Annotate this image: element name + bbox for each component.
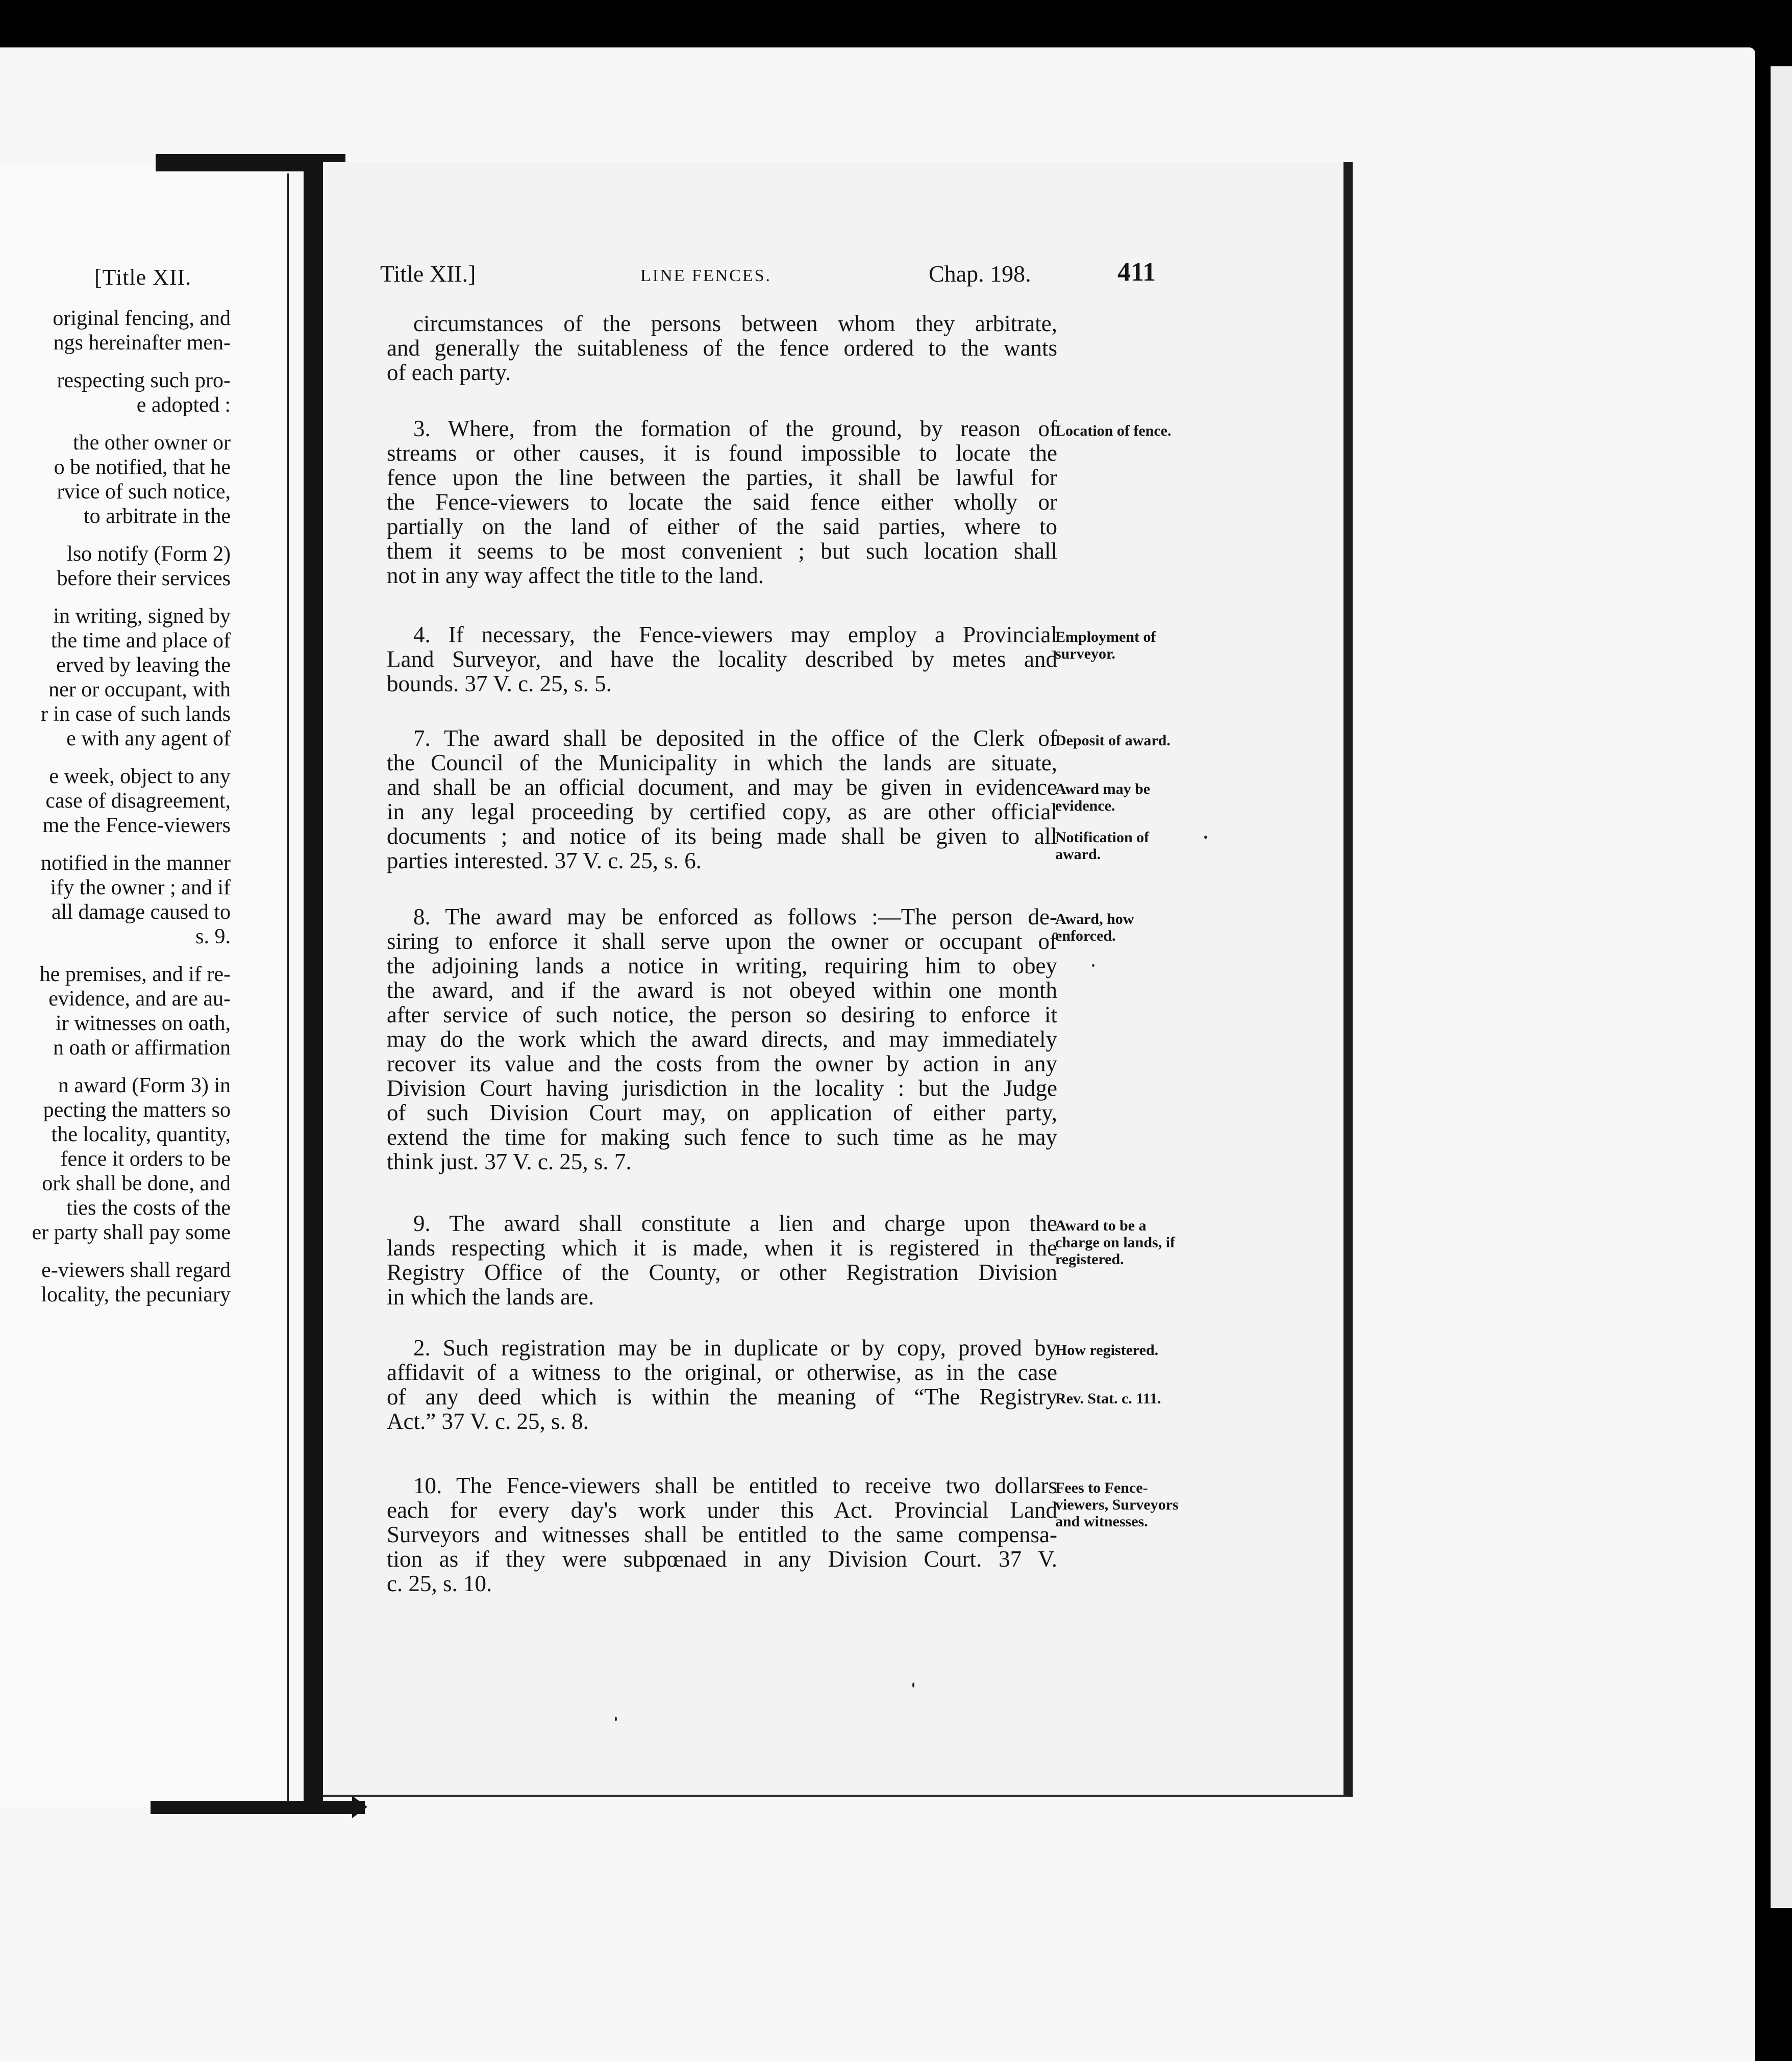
scan-speck — [1204, 836, 1207, 839]
body-line: circumstances of the persons between whom they arbitrate, — [413, 311, 1057, 336]
binding-bar — [304, 168, 323, 1811]
marginal-note: How registered. — [1055, 1342, 1159, 1359]
body-line: 10. The Fence-viewers shall be entitled to receive two dollars — [413, 1473, 1057, 1498]
left-page-line: the locality, quantity, — [51, 1123, 231, 1146]
body-line: lands respecting which it is made, when it is registered in the — [387, 1235, 1057, 1261]
body-line: 7. The award shall be deposited in the office of the Clerk of — [413, 725, 1057, 751]
left-page-line: rvice of such notice, — [57, 480, 231, 504]
body-line: and shall be an official document, and may be given in evidence — [387, 774, 1057, 800]
body-line: affidavit of a witness to the original, or otherwise, as in the case — [387, 1360, 1057, 1385]
body-line: 8. The award may be enforced as follows :—The person de- — [413, 904, 1057, 929]
body-line: Registry Office of the County, or other Registration Division — [387, 1260, 1057, 1285]
left-page-line: he premises, and if re- — [39, 963, 231, 986]
left-page-line: s. 9. — [195, 925, 231, 948]
left-page-line: notified in the manner — [40, 851, 231, 875]
binding-arrow-icon — [352, 1796, 367, 1818]
running-head-chapter: Chap. 198. — [929, 261, 1031, 287]
left-page-line: ner or occupant, with — [48, 678, 231, 701]
left-page-edge — [287, 173, 289, 1806]
body-line: Surveyors and witnesses shall be entitled to the same compensa- — [387, 1522, 1057, 1547]
left-page-line: locality, the pecuniary — [41, 1283, 231, 1306]
body-line: 2. Such registration may be in duplicate or by copy, proved by — [413, 1335, 1057, 1361]
body-line: streams or other causes, it is found impossible to locate the — [387, 440, 1057, 466]
body-line: 4. If necessary, the Fence-viewers may employ a Provincial — [413, 622, 1057, 647]
body-line: siring to enforce it shall serve upon the owner or occupant of — [387, 928, 1057, 954]
left-page-line: fence it orders to be — [60, 1147, 231, 1171]
scan-speck — [615, 1717, 617, 1721]
scan-speck — [912, 1682, 914, 1688]
left-page-line: e with any agent of — [66, 727, 231, 750]
left-page-line: e adopted : — [136, 393, 231, 417]
left-page-line: respecting such pro- — [57, 369, 231, 392]
running-head-subject: LINE FENCES. — [640, 266, 771, 285]
left-page-line: pecting the matters so — [43, 1098, 231, 1122]
marginal-note: Deposit of award. — [1055, 732, 1171, 749]
marginal-note: Fees to Fence-viewers, Surveyors and witnesses. — [1055, 1479, 1179, 1530]
sheet-edge — [1771, 66, 1792, 1908]
left-page-line: e week, object to any — [49, 765, 231, 788]
left-page-line: o be notified, that he — [54, 456, 231, 479]
left-page-line: me the Fence-viewers — [42, 814, 231, 837]
left-page-line: in writing, signed by — [53, 605, 231, 628]
marginal-note: Employment of surveyor. — [1055, 629, 1156, 662]
left-page-line: erved by leaving the — [56, 654, 231, 677]
body-line: them it seems to be most convenient ; but such location shall — [387, 538, 1057, 564]
marginal-note: Rev. Stat. c. 111. — [1055, 1390, 1161, 1407]
body-line: fence upon the line between the parties, it shall be lawful for — [387, 465, 1057, 490]
body-line: in which the lands are. — [387, 1284, 594, 1310]
body-line: the Council of the Municipality in which the lands are situate, — [387, 750, 1057, 775]
marginal-note: Award, how enforced. — [1055, 911, 1134, 944]
body-line: documents ; and notice of its being made shall be given to all — [387, 823, 1057, 849]
left-page-line: ir witnesses on oath, — [56, 1012, 231, 1035]
body-line: bounds. 37 V. c. 25, s. 5. — [387, 671, 612, 696]
left-page-line: all damage caused to — [51, 900, 231, 924]
left-page-line: ties the costs of the — [66, 1196, 231, 1220]
left-page-line: ork shall be done, and — [42, 1172, 231, 1195]
body-line: the adjoining lands a notice in writing, requiring him to obey — [387, 953, 1057, 978]
left-page-line: er party shall pay some — [32, 1221, 231, 1244]
body-line: of such Division Court may, on application of either party, — [387, 1100, 1057, 1125]
body-line: partially on the land of either of the said parties, where to — [387, 514, 1057, 539]
body-line: of each party. — [387, 360, 511, 385]
marginal-note: Award to be a charge on lands, if registered. — [1055, 1217, 1176, 1268]
body-line: parties interested. 37 V. c. 25, s. 6. — [387, 848, 702, 873]
body-line: of any deed which is within the meaning of “The Registry — [387, 1384, 1057, 1410]
left-page-line: the other owner or — [72, 431, 231, 455]
body-line: the award, and if the award is not obeyed within one month — [387, 977, 1057, 1003]
marginal-note: Award may be evidence. — [1055, 781, 1151, 814]
binding-clip-bottom — [151, 1801, 365, 1814]
body-line: 3. Where, from the formation of the ground, by reason of — [413, 416, 1057, 441]
body-line: and generally the suitableness of the fence ordered to the wants — [387, 335, 1057, 361]
scan-speck — [1092, 964, 1094, 967]
left-page-line: evidence, and are au- — [48, 987, 231, 1011]
body-line: c. 25, s. 10. — [387, 1571, 492, 1596]
running-head-title: Title XII.] — [380, 261, 476, 287]
body-line: recover its value and the costs from the owner by action in any — [387, 1051, 1057, 1076]
page-number: 411 — [1117, 258, 1156, 287]
body-line: 9. The award shall constitute a lien and charge upon the — [413, 1211, 1057, 1236]
left-page-line: n oath or affirmation — [53, 1036, 231, 1060]
marginal-note: Location of fence. — [1055, 422, 1172, 439]
left-page-line: e-viewers shall regard — [41, 1259, 231, 1282]
body-line: after service of such notice, the person so desiring to enforce it — [387, 1002, 1057, 1027]
left-page-line: to arbitrate in the — [83, 505, 231, 528]
body-line: not in any way affect the title to the land. — [387, 563, 764, 588]
left-page-line: ify the owner ; and if — [50, 876, 231, 899]
body-line: each for every day's work under this Act. Provincial Land — [387, 1497, 1057, 1523]
left-page-line: r in case of such lands — [40, 702, 231, 726]
left-page-line: original fencing, and — [53, 307, 231, 330]
body-line: Land Surveyor, and have the locality described by metes and — [387, 646, 1057, 672]
left-page-line: case of disagreement, — [45, 789, 231, 813]
left-page-line: lso notify (Form 2) — [67, 542, 231, 566]
left-page-line: before their services — [57, 567, 231, 590]
marginal-note: Notification of award. — [1055, 829, 1150, 863]
body-line: think just. 37 V. c. 25, s. 7. — [387, 1149, 632, 1174]
left-page-header: [Title XII. — [94, 265, 192, 290]
left-page-line: n award (Form 3) in — [58, 1074, 231, 1097]
body-line: tion as if they were subpœnaed in any Division Court. 37 V. — [387, 1546, 1057, 1572]
body-line: may do the work which the award directs, and may immediately — [387, 1026, 1057, 1052]
body-line: in any legal proceeding by certified copy, as are other official — [387, 799, 1057, 824]
body-line: the Fence-viewers to locate the said fence either wholly or — [387, 489, 1057, 515]
body-line: Division Court having jurisdiction in the locality : but the Judge — [387, 1075, 1057, 1101]
body-line: Act.” 37 V. c. 25, s. 8. — [387, 1409, 589, 1434]
left-page-line: the time and place of — [51, 629, 231, 652]
body-line: extend the time for making such fence to such time as he may — [387, 1124, 1057, 1150]
left-page-line: ngs hereinafter men- — [53, 331, 231, 355]
